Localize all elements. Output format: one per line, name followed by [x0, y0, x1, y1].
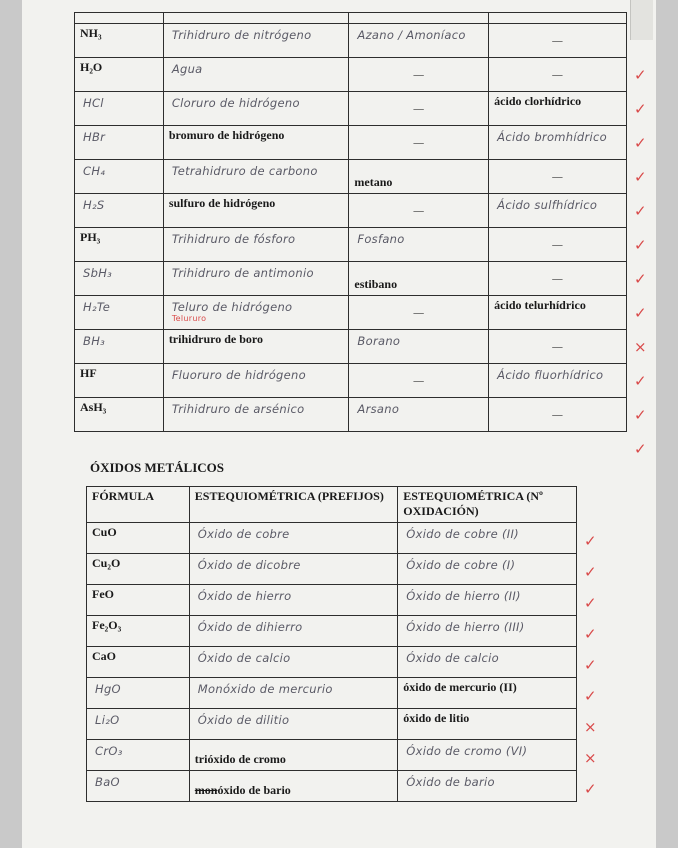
table-row [87, 678, 577, 709]
table-row [75, 194, 627, 228]
traditional-cell-text: — [412, 305, 425, 320]
table-row [87, 554, 577, 585]
formula-cell [87, 616, 190, 647]
check-mark: ✓ [634, 270, 647, 288]
table-row [87, 740, 577, 771]
name-cell-text: Trihidruro de antimonio [171, 266, 314, 280]
formula-cell [75, 160, 164, 194]
formula-cell-text: Fe₂O₃ [92, 618, 122, 632]
name-cell-text: trihidruro de boro [168, 332, 264, 346]
prefix-cell [189, 709, 398, 740]
acid-cell-text: — [551, 237, 564, 252]
acid-cell-text: Ácido bromhídrico [497, 130, 607, 144]
acid-cell [489, 92, 627, 126]
name-cell-text: Tetrahidruro de carbono [171, 164, 318, 178]
check-mark: ✓ [634, 372, 647, 390]
header-prefixes: ESTEQUIOMÉTRICA (PREFIJOS) [189, 487, 398, 523]
formula-cell [87, 647, 190, 678]
acid-cell-text: Ácido sulfhídrico [497, 198, 598, 212]
formula-cell-text: CaO [92, 649, 116, 663]
oxidation-cell-text: Óxido de hierro (II) [406, 589, 521, 603]
prefix-cell-text: Óxido de calcio [197, 651, 291, 665]
traditional-cell-text: Fosfano [357, 232, 405, 246]
name-cell-text: bromuro de hidrógeno [168, 128, 285, 142]
acid-cell-text: — [551, 33, 564, 48]
table-row-top [75, 13, 627, 24]
acid-cell [489, 126, 627, 160]
correction-note: Telururo [171, 314, 207, 323]
formula-cell-text: HCl [83, 96, 104, 110]
formula-cell [75, 398, 164, 432]
formula-cell [75, 296, 164, 330]
acid-cell-text: — [551, 67, 564, 82]
formula-cell-text: H₂S [83, 198, 105, 212]
prefix-cell [189, 771, 398, 802]
table-row [75, 330, 627, 364]
formula-cell-text: BH₃ [83, 334, 106, 348]
formula-cell-text: HgO [95, 682, 121, 696]
cross-mark: × [634, 338, 647, 356]
acid-cell-text: Ácido fluorhídrico [497, 368, 604, 382]
name-cell [163, 330, 349, 364]
formula-cell-text: H₂Te [83, 300, 111, 314]
table-row [87, 647, 577, 678]
table-row [75, 364, 627, 398]
oxidation-cell-text: óxido de litio [403, 711, 470, 725]
formula-cell [87, 554, 190, 585]
oxidation-cell-text: Óxido de bario [406, 775, 495, 789]
name-cell [163, 58, 349, 92]
name-cell-text: Trihidruro de fósforo [171, 232, 296, 246]
traditional-cell-text: Azano / Amoníaco [357, 28, 466, 42]
cross-mark: × [584, 749, 597, 767]
oxidation-cell [398, 678, 577, 709]
oxidation-cell-text: Óxido de calcio [406, 651, 499, 665]
struck-text: mon [194, 783, 218, 797]
table-row [75, 92, 627, 126]
acid-cell-text: — [551, 169, 564, 184]
acid-cell [489, 398, 627, 432]
name-cell [163, 228, 349, 262]
table-row [87, 616, 577, 647]
check-mark: ✓ [584, 625, 597, 643]
traditional-cell [349, 58, 489, 92]
formula-cell [75, 58, 164, 92]
table-row [75, 126, 627, 160]
traditional-cell [349, 194, 489, 228]
formula-cell-text: CrO₃ [95, 744, 123, 758]
name-cell [163, 262, 349, 296]
prefix-cell [189, 523, 398, 554]
table-row [75, 24, 627, 58]
check-mark: ✓ [634, 100, 647, 118]
section-title: ÓXIDOS METÁLICOS [90, 460, 224, 475]
hydrides-table [74, 12, 627, 432]
acid-cell [489, 194, 627, 228]
traditional-cell-text: — [412, 67, 425, 82]
prefix-cell [189, 740, 398, 771]
formula-cell [75, 194, 164, 228]
traditional-cell [349, 398, 489, 432]
header-formula: FÓRMULA [87, 487, 190, 523]
formula-cell [75, 126, 164, 160]
name-cell [163, 364, 349, 398]
check-mark: ✓ [634, 66, 647, 84]
prefix-cell-text: Óxido de dicobre [197, 558, 301, 572]
prefix-cell-text: Óxido de dihierro [197, 620, 303, 634]
check-mark: ✓ [584, 594, 597, 612]
name-cell-text: Cloruro de hidrógeno [171, 96, 300, 110]
traditional-cell [349, 126, 489, 160]
name-cell [163, 194, 349, 228]
table-row [87, 771, 577, 802]
traditional-cell [349, 262, 489, 296]
name-cell [163, 160, 349, 194]
traditional-cell [349, 92, 489, 126]
check-mark: ✓ [584, 563, 597, 581]
check-mark: ✓ [634, 168, 647, 186]
oxidation-cell-text: Óxido de cobre (II) [406, 527, 519, 541]
name-cell [163, 398, 349, 432]
prefix-cell-text: monóxido de bario [194, 783, 291, 797]
oxidation-cell [398, 585, 577, 616]
acid-cell [489, 228, 627, 262]
formula-cell-text: Li₂O [95, 713, 120, 727]
traditional-cell-text: — [412, 135, 425, 150]
oxidation-cell [398, 709, 577, 740]
table-row [87, 585, 577, 616]
prefix-cell [189, 554, 398, 585]
table-row [75, 398, 627, 432]
oxidation-cell [398, 523, 577, 554]
formula-cell-text: H₂O [80, 60, 103, 74]
acid-cell [489, 58, 627, 92]
check-mark: ✓ [634, 202, 647, 220]
formula-cell [87, 709, 190, 740]
formula-cell-text: CuO [92, 525, 117, 539]
oxidation-cell [398, 616, 577, 647]
oxidation-cell-text: óxido de mercurio (II) [403, 680, 517, 694]
acid-cell [489, 24, 627, 58]
traditional-cell [349, 160, 489, 194]
table-row [75, 296, 627, 330]
check-mark: ✓ [584, 656, 597, 674]
acid-cell [489, 160, 627, 194]
acid-cell-text: ácido telurhídrico [494, 298, 586, 312]
acid-cell-text: — [551, 407, 564, 422]
traditional-cell [349, 364, 489, 398]
formula-cell-text: AsH₃ [80, 400, 107, 414]
name-cell-text: Fluoruro de hidrógeno [171, 368, 306, 382]
name-cell [163, 126, 349, 160]
formula-cell [87, 585, 190, 616]
acid-cell [489, 364, 627, 398]
check-mark: ✓ [584, 532, 597, 550]
traditional-cell [349, 24, 489, 58]
table-row [75, 160, 627, 194]
traditional-cell-text: Arsano [357, 402, 400, 416]
formula-cell-text: SbH₃ [83, 266, 113, 280]
formula-cell [75, 330, 164, 364]
oxidation-cell-text: Óxido de hierro (III) [406, 620, 525, 634]
formula-cell-text: NH₃ [80, 26, 102, 40]
name-cell-text: Trihidruro de arsénico [171, 402, 305, 416]
check-mark: ✓ [634, 406, 647, 424]
formula-cell [75, 364, 164, 398]
prefix-cell-text: Óxido de hierro [197, 589, 292, 603]
prefix-cell [189, 585, 398, 616]
traditional-cell-text: — [412, 373, 425, 388]
check-mark: ✓ [634, 134, 647, 152]
oxidation-cell [398, 740, 577, 771]
name-cell-text: sulfuro de hidrógeno [168, 196, 276, 210]
name-cell [163, 24, 349, 58]
acid-cell [489, 296, 627, 330]
oxidation-cell [398, 647, 577, 678]
oxidation-cell [398, 771, 577, 802]
traditional-cell-text: estibano [354, 277, 398, 291]
formula-cell [75, 92, 164, 126]
check-mark: ✓ [634, 236, 647, 254]
acid-cell [489, 262, 627, 296]
formula-cell-text: CH₄ [83, 164, 106, 178]
name-cell-text: Teluro de hidrógeno [171, 300, 293, 314]
check-mark: ✓ [584, 780, 597, 798]
formula-cell [87, 523, 190, 554]
formula-cell [87, 771, 190, 802]
traditional-cell [349, 228, 489, 262]
prefix-cell [189, 616, 398, 647]
check-mark: ✓ [584, 687, 597, 705]
formula-cell-text: PH₃ [80, 230, 101, 244]
table-row [75, 58, 627, 92]
name-cell-text: Agua [171, 62, 203, 76]
check-mark: ✓ [634, 304, 647, 322]
acid-cell-text: — [551, 271, 564, 286]
table-row [87, 523, 577, 554]
header-row [87, 487, 577, 523]
formula-cell [75, 262, 164, 296]
formula-cell-text: FeO [92, 587, 114, 601]
oxidation-cell-text: Óxido de cromo (VI) [406, 744, 528, 758]
traditional-cell [349, 296, 489, 330]
table-row [87, 709, 577, 740]
check-mark: ✓ [634, 440, 647, 458]
prefix-cell-text: Óxido de dilitio [197, 713, 290, 727]
formula-cell [87, 678, 190, 709]
table-row [75, 262, 627, 296]
acid-cell [489, 330, 627, 364]
prefix-cell [189, 647, 398, 678]
formula-cell-text: BaO [95, 775, 120, 789]
acid-cell-text: — [551, 339, 564, 354]
prefix-cell-text: Óxido de cobre [197, 527, 290, 541]
table-row [75, 228, 627, 262]
prefix-cell [189, 678, 398, 709]
oxidation-cell [398, 554, 577, 585]
prefix-cell-text: trióxido de cromo [194, 752, 286, 766]
formula-cell-text: HF [80, 366, 97, 380]
traditional-cell [349, 330, 489, 364]
cross-mark: × [584, 718, 597, 736]
formula-cell-text: HBr [83, 130, 106, 144]
traditional-cell-text: Borano [357, 334, 401, 348]
page-edge [630, 0, 653, 40]
oxidation-cell-text: Óxido de cobre (I) [406, 558, 516, 572]
traditional-cell-text: — [412, 101, 425, 116]
name-cell [163, 92, 349, 126]
traditional-cell-text: metano [354, 175, 393, 189]
formula-cell-text: Cu₂O [92, 556, 121, 570]
metal-oxides-table [86, 486, 577, 802]
name-cell [163, 296, 349, 330]
prefix-cell-text: Monóxido de mercurio [197, 682, 333, 696]
traditional-cell-text: — [412, 203, 425, 218]
acid-cell-text: ácido clorhídrico [494, 94, 582, 108]
name-cell-text: Trihidruro de nitrógeno [171, 28, 312, 42]
formula-cell [87, 740, 190, 771]
formula-cell [75, 228, 164, 262]
header-oxidation: ESTEQUIOMÉTRICA (Nº OXIDACIÓN) [398, 487, 577, 523]
formula-cell [75, 24, 164, 58]
